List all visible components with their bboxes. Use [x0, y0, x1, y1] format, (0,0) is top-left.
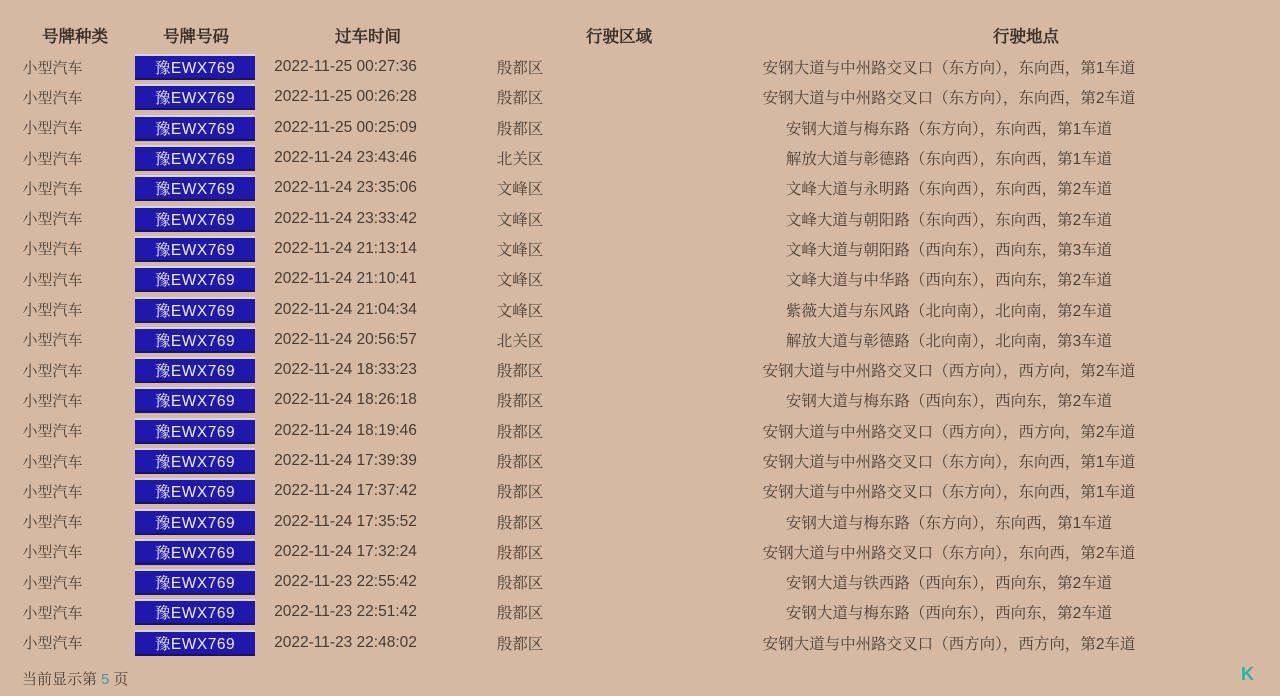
page-indicator-prefix: 当前显示第	[22, 671, 98, 688]
plate-number-cell	[135, 175, 255, 201]
column-header-plate-type: 号牌种类	[42, 28, 108, 46]
plate-number-cell	[135, 387, 255, 413]
table-row	[0, 325, 1280, 355]
driving-location-cell: 安钢大道与梅东路（东方向），东向西，第1车道	[785, 120, 1113, 138]
pass-time-cell: 2022-11-24 17:39:39	[274, 452, 417, 469]
plate-number-cell	[135, 266, 255, 292]
driving-area-cell: 殷都区	[496, 60, 544, 78]
driving-location-cell: 安钢大道与中州路交叉口（西方向），西方向，第2车道	[762, 635, 1136, 653]
driving-area-cell: 文峰区	[496, 272, 544, 290]
table-row	[0, 52, 1280, 82]
driving-location-cell: 安钢大道与中州路交叉口（东方向），东向西，第1车道	[762, 484, 1136, 502]
plate-number-badge[interactable]: 豫EWX769	[135, 266, 255, 292]
driving-area-cell: 殷都区	[496, 635, 544, 653]
plate-type-cell: 小型汽车	[22, 89, 83, 107]
plate-number-badge[interactable]: 豫EWX769	[135, 630, 255, 656]
driving-location-cell: 安钢大道与中州路交叉口（东方向），东向西，第2车道	[762, 544, 1136, 562]
driving-location-cell: 紫薇大道与东风路（北向南），北向南，第2车道	[785, 302, 1113, 320]
plate-number-cell	[135, 206, 255, 232]
plate-number-cell	[135, 509, 255, 535]
table-row	[0, 294, 1280, 324]
driving-location-cell: 文峰大道与中华路（西向东），西向东，第2车道	[785, 272, 1113, 290]
table-row	[0, 173, 1280, 203]
plate-type-cell: 小型汽车	[22, 150, 83, 168]
table-row	[0, 416, 1280, 446]
plate-type-cell: 小型汽车	[22, 453, 83, 471]
driving-area-cell: 文峰区	[496, 302, 544, 320]
pass-time-cell: 2022-11-24 18:33:23	[274, 361, 417, 379]
table-row	[0, 143, 1280, 173]
plate-number-cell	[135, 599, 255, 625]
plate-type-cell: 小型汽车	[22, 332, 83, 350]
driving-area-cell: 文峰区	[496, 181, 544, 199]
table-row	[0, 82, 1280, 112]
page-number: 5	[101, 671, 110, 688]
driving-location-cell: 安钢大道与梅东路（东方向），东向西，第1车道	[785, 514, 1113, 532]
driving-location-cell: 文峰大道与永明路（东向西），东向西，第2车道	[785, 181, 1113, 199]
pass-time-cell: 2022-11-24 21:10:41	[274, 270, 417, 288]
column-header-plate-number: 号牌号码	[163, 28, 229, 46]
table-row	[0, 264, 1280, 294]
plate-number-badge[interactable]: 豫EWX769	[135, 418, 255, 444]
table-row	[0, 446, 1280, 476]
plate-number-cell	[135, 54, 255, 80]
driving-area-cell: 殷都区	[496, 484, 544, 502]
plate-number-badge[interactable]: 豫EWX769	[135, 145, 255, 171]
driving-area-cell: 文峰区	[496, 241, 544, 259]
plate-type-cell: 小型汽车	[22, 302, 83, 320]
plate-number-cell	[135, 418, 255, 444]
pass-time-cell: 2022-11-24 23:35:06	[274, 179, 417, 197]
driving-location-cell: 解放大道与彰德路（北向南），北向南，第3车道	[785, 332, 1113, 350]
plate-number-badge[interactable]: 豫EWX769	[135, 509, 255, 535]
plate-number-cell	[135, 478, 255, 504]
column-header-pass-time: 过车时间	[335, 28, 401, 46]
driving-area-cell: 文峰区	[496, 211, 544, 229]
plate-number-cell	[135, 448, 255, 474]
plate-number-badge[interactable]: 豫EWX769	[135, 115, 255, 141]
column-header-driving-location: 行驶地点	[993, 28, 1059, 46]
driving-area-cell: 北关区	[496, 151, 544, 169]
plate-type-cell: 小型汽车	[22, 211, 83, 229]
plate-number-badge[interactable]: 豫EWX769	[135, 569, 255, 595]
plate-number-badge[interactable]: 豫EWX769	[135, 599, 255, 625]
table-row	[0, 385, 1280, 415]
driving-location-cell: 安钢大道与中州路交叉口（东方向），东向西，第1车道	[762, 60, 1136, 78]
pass-time-cell: 2022-11-24 20:56:57	[274, 330, 417, 348]
pass-time-cell: 2022-11-23 22:55:42	[274, 573, 417, 591]
driving-location-cell: 安钢大道与梅东路（西向东），西向东，第2车道	[785, 605, 1113, 623]
driving-location-cell: 安钢大道与梅东路（西向东），西向东，第2车道	[785, 393, 1113, 411]
table-row	[0, 628, 1280, 658]
plate-type-cell: 小型汽车	[22, 544, 83, 562]
table-row	[0, 597, 1280, 627]
plate-type-cell: 小型汽车	[22, 483, 83, 501]
plate-number-badge[interactable]: 豫EWX769	[135, 175, 255, 201]
pass-time-cell: 2022-11-24 17:35:52	[274, 512, 417, 530]
driving-area-cell: 殷都区	[496, 90, 544, 108]
pass-time-cell: 2022-11-24 23:43:46	[274, 149, 417, 167]
plate-number-cell	[135, 357, 255, 383]
driving-area-cell: 北关区	[496, 332, 544, 350]
plate-number-badge[interactable]: 豫EWX769	[135, 206, 255, 232]
plate-number-badge[interactable]: 豫EWX769	[135, 327, 255, 353]
driving-location-cell: 安钢大道与中州路交叉口（西方向），西方向，第2车道	[762, 363, 1136, 381]
table-row	[0, 567, 1280, 597]
pass-time-cell: 2022-11-25 00:25:09	[274, 118, 417, 136]
driving-location-cell: 解放大道与彰德路（东向西），东向西，第1车道	[785, 151, 1113, 169]
table-row	[0, 537, 1280, 567]
plate-type-cell: 小型汽车	[22, 392, 83, 410]
pass-time-cell: 2022-11-25 00:26:28	[274, 88, 417, 106]
plate-number-cell	[135, 115, 255, 141]
column-header-driving-area: 行驶区域	[586, 28, 652, 46]
table-row	[0, 506, 1280, 536]
plate-type-cell: 小型汽车	[22, 604, 83, 622]
plate-number-badge[interactable]: 豫EWX769	[135, 357, 255, 383]
driving-location-cell: 安钢大道与中州路交叉口（西方向），西方向，第2车道	[762, 423, 1136, 441]
plate-type-cell: 小型汽车	[22, 241, 83, 259]
driving-location-cell: 安钢大道与中州路交叉口（东方向），东向西，第1车道	[762, 454, 1136, 471]
driving-area-cell: 殷都区	[496, 393, 544, 411]
plate-type-cell: 小型汽车	[22, 120, 83, 138]
plate-type-cell: 小型汽车	[22, 574, 83, 592]
plate-type-cell: 小型汽车	[22, 423, 83, 441]
page-indicator	[22, 668, 128, 689]
plate-number-badge[interactable]: 豫EWX769	[135, 448, 255, 474]
driving-location-cell: 文峰大道与朝阳路（西向东），西向东，第3车道	[785, 241, 1113, 259]
plate-number-cell	[135, 569, 255, 595]
driving-area-cell: 殷都区	[496, 423, 544, 441]
plate-type-cell: 小型汽车	[22, 635, 83, 653]
driving-area-cell: 殷都区	[496, 575, 544, 593]
table-body	[0, 52, 1280, 658]
driving-area-cell: 殷都区	[496, 514, 544, 532]
plate-type-cell: 小型汽车	[22, 362, 83, 380]
table-row	[0, 476, 1280, 506]
pass-time-cell: 2022-11-24 17:32:24	[274, 542, 417, 560]
plate-type-cell: 小型汽车	[22, 271, 83, 289]
plate-number-badge[interactable]: 豫EWX769	[135, 236, 255, 262]
page-indicator-suffix: 页	[113, 671, 129, 688]
driving-location-cell: 安钢大道与中州路交叉口（东方向），东向西，第2车道	[762, 90, 1136, 108]
driving-location-cell: 文峰大道与朝阳路（东向西），东向西，第2车道	[785, 211, 1113, 229]
plate-number-badge[interactable]: 豫EWX769	[135, 54, 255, 80]
pass-time-cell: 2022-11-24 18:26:18	[274, 391, 417, 409]
plate-number-cell	[135, 145, 255, 171]
pass-time-cell: 2022-11-23 22:51:42	[274, 603, 417, 621]
pass-time-cell: 2022-11-24 21:04:34	[274, 300, 417, 318]
table-row	[0, 234, 1280, 264]
plate-number-badge[interactable]: 豫EWX769	[135, 297, 255, 323]
watermark-k-logo: K	[1241, 664, 1253, 684]
plate-number-cell	[135, 297, 255, 323]
plate-number-cell	[135, 236, 255, 262]
plate-number-badge[interactable]: 豫EWX769	[135, 539, 255, 565]
driving-area-cell: 殷都区	[496, 454, 544, 471]
driving-area-cell: 殷都区	[496, 120, 544, 138]
pass-time-cell: 2022-11-24 18:19:46	[274, 421, 417, 439]
pass-time-cell: 2022-11-24 17:37:42	[274, 482, 417, 500]
plate-number-cell	[135, 327, 255, 353]
plate-type-cell: 小型汽车	[22, 180, 83, 198]
plate-number-badge[interactable]: 豫EWX769	[135, 387, 255, 413]
table-row	[0, 203, 1280, 233]
plate-type-cell: 小型汽车	[22, 514, 83, 532]
plate-number-cell	[135, 630, 255, 656]
driving-area-cell: 殷都区	[496, 363, 544, 381]
plate-number-badge[interactable]: 豫EWX769	[135, 478, 255, 504]
driving-area-cell: 殷都区	[496, 544, 544, 562]
table-row	[0, 113, 1280, 143]
table-row	[0, 355, 1280, 385]
pass-time-cell: 2022-11-23 22:48:02	[274, 633, 417, 651]
pass-time-cell: 2022-11-24 23:33:42	[274, 209, 417, 227]
driving-area-cell: 殷都区	[496, 605, 544, 623]
driving-location-cell: 安钢大道与铁西路（西向东），西向东，第2车道	[785, 575, 1113, 593]
plate-number-badge[interactable]: 豫EWX769	[135, 84, 255, 110]
plate-number-cell	[135, 84, 255, 110]
pass-time-cell: 2022-11-24 21:13:14	[274, 239, 417, 257]
plate-type-cell: 小型汽车	[22, 59, 83, 77]
plate-number-cell	[135, 539, 255, 565]
pass-time-cell: 2022-11-25 00:27:36	[274, 58, 417, 76]
